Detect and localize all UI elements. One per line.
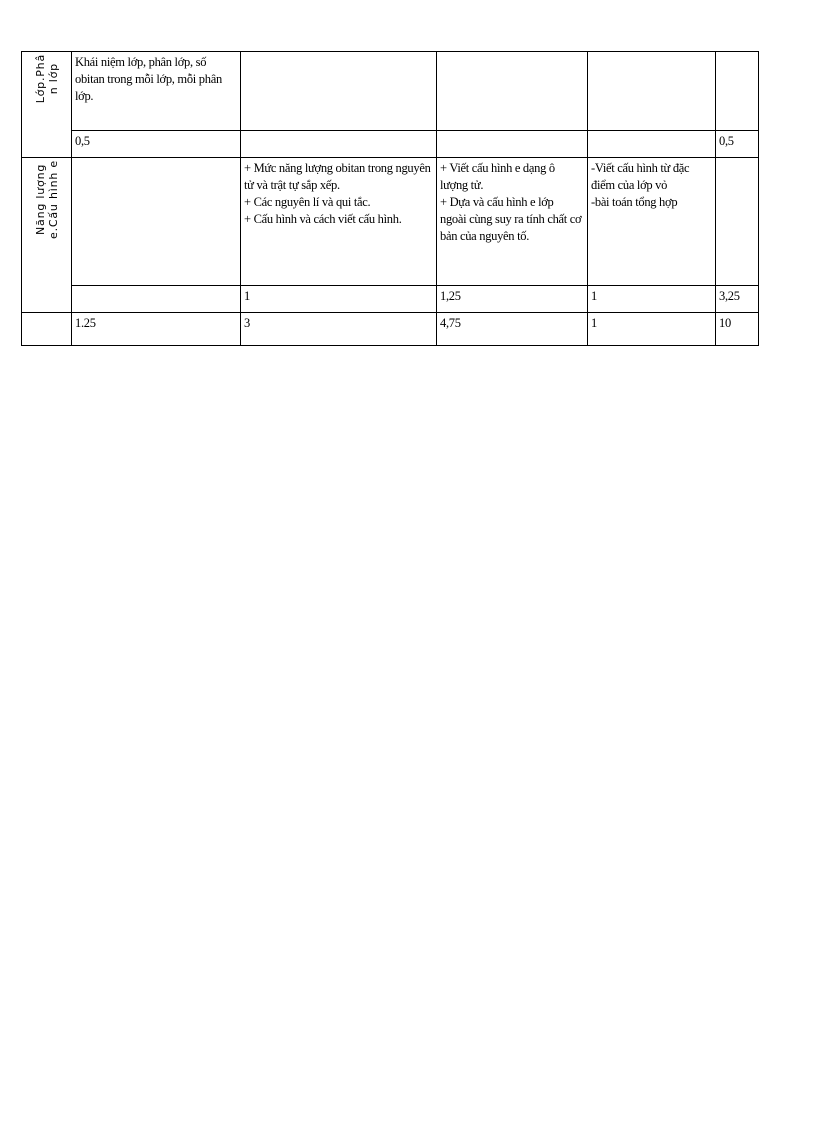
table-row — [22, 158, 759, 286]
total-cell: 3 — [241, 313, 437, 346]
score-cell: 1 — [588, 286, 716, 313]
row-label-shell — [22, 158, 72, 313]
content-cell — [437, 52, 588, 131]
total-cell: 1 — [588, 313, 716, 346]
score-cell — [588, 131, 716, 158]
score-cell: 1,25 — [437, 286, 588, 313]
table-row — [22, 131, 759, 158]
score-cell: 1 — [241, 286, 437, 313]
content-cell — [241, 52, 437, 131]
score-cell: 0,5 — [72, 131, 241, 158]
content-cell — [716, 52, 759, 131]
score-cell — [241, 131, 437, 158]
totals-label-cell — [22, 313, 72, 346]
row-label: Năng lượng e.Cấu hình e — [33, 160, 60, 239]
row-label: Lớp.Phâ n lớp — [33, 54, 60, 104]
total-cell: 10 — [716, 313, 759, 346]
table-row — [22, 52, 759, 131]
row-label-shell — [22, 52, 72, 158]
score-cell: 0,5 — [716, 131, 759, 158]
content-cell: Khái niệm lớp, phân lớp, số obitan trong mỗi lớp, mỗi phân lớp. — [72, 52, 241, 131]
content-cell: + Mức năng lượng obitan trong nguyên tử và trật tự sắp xếp. + Các nguyên lí và qui tắc. + Cấu hình và cách viết cấu hình. — [241, 158, 437, 286]
table-row — [22, 286, 759, 313]
content-cell — [588, 52, 716, 131]
matrix-table — [21, 51, 759, 346]
content-cell — [716, 158, 759, 286]
totals-row — [22, 313, 759, 346]
content-cell: -Viết cấu hình từ đặc điểm của lớp vỏ -bài toán tổng hợp — [588, 158, 716, 286]
total-cell: 1.25 — [72, 313, 241, 346]
score-cell: 3,25 — [716, 286, 759, 313]
content-cell: + Viết cấu hình e dạng ô lượng tử. + Dựa và cấu hình e lớp ngoài cùng suy ra tính chất cơ bản của nguyên tố. — [437, 158, 588, 286]
score-cell — [72, 286, 241, 313]
content-cell — [72, 158, 241, 286]
score-cell — [437, 131, 588, 158]
total-cell: 4,75 — [437, 313, 588, 346]
